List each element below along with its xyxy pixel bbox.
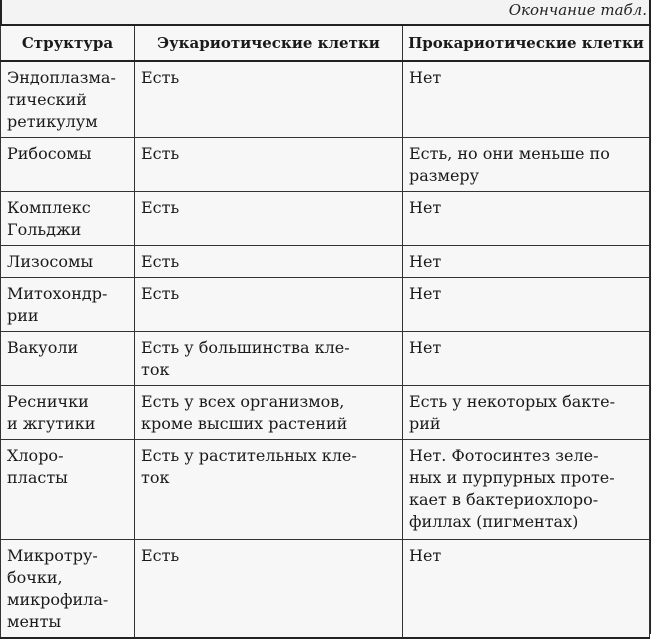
table-row bbox=[1, 246, 650, 278]
table-caption: Окончание табл. bbox=[508, 1, 647, 19]
cell-structure: Эндоплазма- тический ретикулум bbox=[1, 61, 135, 138]
table-row bbox=[1, 192, 650, 246]
cell-eukaryotic: Есть у всех организмов, кроме высших растений bbox=[135, 386, 403, 440]
cell-eukaryotic: Есть bbox=[135, 138, 403, 192]
table-row bbox=[1, 332, 650, 386]
cell-eukaryotic: Есть у большинства кле- ток bbox=[135, 332, 403, 386]
cell-prokaryotic: Нет bbox=[403, 61, 650, 138]
cell-eukaryotic: Есть bbox=[135, 192, 403, 246]
header-prokaryotic: Прокариотические клетки bbox=[403, 25, 650, 61]
header-eukaryotic: Эукариотические клетки bbox=[135, 25, 403, 61]
cell-structure: Комплекс Гольджи bbox=[1, 192, 135, 246]
table-row bbox=[1, 278, 650, 332]
table-row bbox=[1, 386, 650, 440]
header-structure: Структура bbox=[1, 25, 135, 61]
table-row bbox=[1, 440, 650, 540]
cell-eukaryotic: Есть bbox=[135, 540, 403, 639]
cell-structure: Микротру- бочки, микрофила- менты bbox=[1, 540, 135, 639]
cell-prokaryotic: Нет bbox=[403, 332, 650, 386]
cell-structure: Вакуоли bbox=[1, 332, 135, 386]
cell-prokaryotic: Нет bbox=[403, 540, 650, 639]
table-header-row bbox=[1, 25, 650, 61]
cell-prokaryotic: Нет. Фотосинтез зеле- ных и пурпурных проте- кает в бактериохлоро- филлах (пигментах) bbox=[403, 440, 650, 540]
cell-prokaryotic: Нет bbox=[403, 278, 650, 332]
comparison-table bbox=[0, 24, 650, 639]
cell-eukaryotic: Есть bbox=[135, 246, 403, 278]
cell-eukaryotic: Есть bbox=[135, 61, 403, 138]
table-row bbox=[1, 540, 650, 639]
cell-prokaryotic: Есть, но они меньше по размеру bbox=[403, 138, 650, 192]
cell-prokaryotic: Нет bbox=[403, 192, 650, 246]
cell-structure: Реснички и жгутики bbox=[1, 386, 135, 440]
cell-structure: Митохондр- рии bbox=[1, 278, 135, 332]
cell-prokaryotic: Нет bbox=[403, 246, 650, 278]
cell-structure: Лизосомы bbox=[1, 246, 135, 278]
table-row bbox=[1, 61, 650, 138]
table-row bbox=[1, 138, 650, 192]
cell-eukaryotic: Есть bbox=[135, 278, 403, 332]
cell-prokaryotic: Есть у некоторых бакте- рий bbox=[403, 386, 650, 440]
cell-structure: Хлоро- пласты bbox=[1, 440, 135, 540]
cell-structure: Рибосомы bbox=[1, 138, 135, 192]
cell-eukaryotic: Есть у растительных кле- ток bbox=[135, 440, 403, 540]
